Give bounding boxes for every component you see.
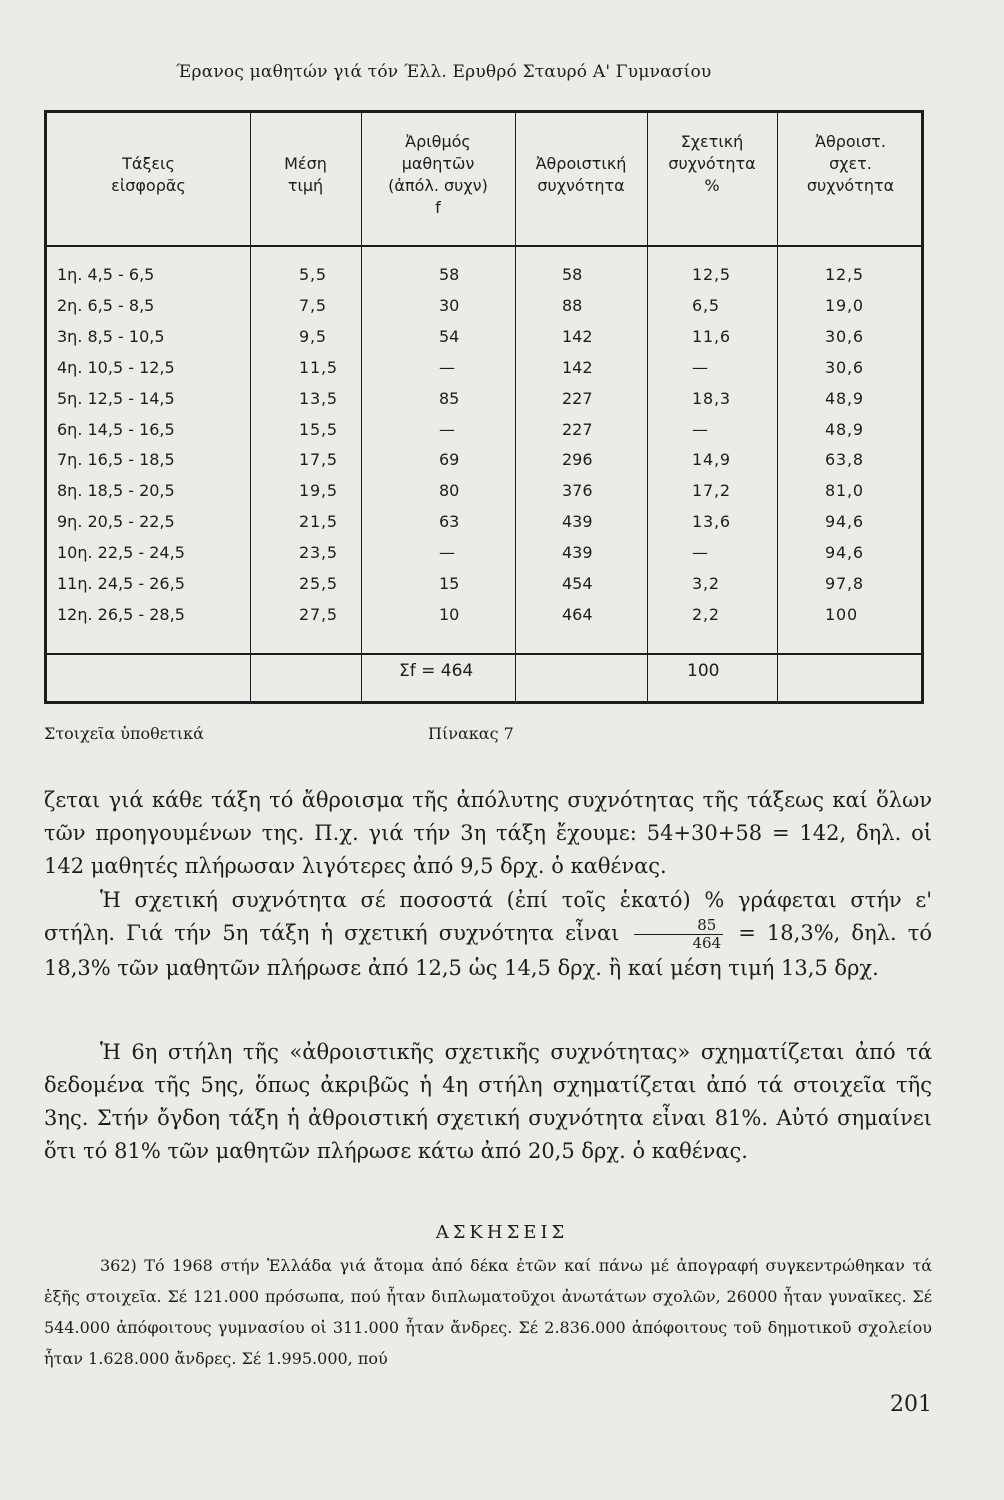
cell-rel: 14,9 xyxy=(692,450,731,470)
cell-cls: 8η. 18,5 - 20,5 xyxy=(57,481,175,501)
cell-f: — xyxy=(439,543,455,563)
cell-crel: 19,0 xyxy=(825,295,864,315)
table-row xyxy=(47,481,921,512)
cell-rel: 3,2 xyxy=(692,574,720,593)
cell-cls: 3η. 8,5 - 10,5 xyxy=(57,326,165,346)
cell-f: — xyxy=(439,419,455,439)
table-row xyxy=(47,574,921,605)
cell-f: — xyxy=(439,357,455,377)
page-title: Έρανος μαθητών γιά τόν Έλλ. Ερυθρό Σταυρό Α' Γυμνασίου xyxy=(176,62,712,82)
table-row xyxy=(47,327,921,358)
cell-f: 30 xyxy=(439,295,460,315)
paragraph-1: ζεται γιά κάθε τάξη τό ἄθροισμα τῆς ἀπόλυτης συχνότητας τῆς τάξεως καί ὅλων τῶν προηγουμένων της. Π.χ. γιά τήν 3η τάξη ἔχουμε: 54+30+58 = 142, δηλ. οἱ 142 μαθητές πλήρωσαν λιγότερες ἀπό 9,5 δρχ. ὁ καθένας. xyxy=(44,788,932,878)
cell-f: 58 xyxy=(439,265,460,284)
cell-mean: 25,5 xyxy=(299,574,338,593)
cell-cls: 9η. 20,5 - 22,5 xyxy=(57,512,175,532)
header-classes: Τάξεις εἰσφορᾶς xyxy=(111,154,186,195)
cell-cum: 439 xyxy=(562,512,593,532)
cell-mean: 21,5 xyxy=(299,512,338,532)
cell-rel: — xyxy=(692,419,709,439)
cell-rel: 2,2 xyxy=(692,604,720,624)
header-mean: Μέση τιμή xyxy=(284,154,327,195)
exercise-362 xyxy=(44,1250,932,1374)
exercise-text: 362) Τό 1968 στήν Ἑλλάδα γιά ἄτομα ἀπό δέκα ἐτῶν καί πάνω μέ ἀπογραφή συγκεντρώθηκαν τά ἑξῆς στοιχεῖα. Σέ 121.000 πρόσωπα, πού ἦταν διπλωματοῦχοι ἀνωτάτων σχολῶν, 26000 ἦταν γυναῖκες. Σέ 544.000 ἀπόφοιτους γυμνασίου οἱ 311.000 ἦταν ἄνδρες. Σέ 2.836.000 ἀπόφοιτους τοῦ δημοτικοῦ σχολείου ἦταν 1.628.000 ἄνδρες. Σέ 1.995.000, πού xyxy=(44,1256,932,1368)
cell-mean: 15,5 xyxy=(299,419,338,439)
cell-rel: — xyxy=(692,357,709,377)
cell-mean: 27,5 xyxy=(299,604,338,624)
cell-cls: 11η. 24,5 - 26,5 xyxy=(57,574,185,593)
cell-cum: 464 xyxy=(562,604,593,624)
paragraph-2-end: = 18,3%, δηλ. τό 18,3% τῶν μαθητῶν πλήρωσε ἀπό 12,5 ὡς 14,5 δρχ. ἢ καί μέση τιμή 13,5 δρχ. xyxy=(44,921,932,980)
cell-rel: 18,3 xyxy=(692,388,731,408)
cell-crel: 12,5 xyxy=(825,265,864,284)
cell-rel: 13,6 xyxy=(692,512,731,532)
cell-mean: 7,5 xyxy=(299,295,327,315)
cell-mean: 11,5 xyxy=(299,357,338,377)
cell-cls: 10η. 22,5 - 24,5 xyxy=(57,543,185,563)
header-relative: Σχετική συχνότητα % xyxy=(668,132,756,195)
table-row xyxy=(47,389,921,420)
exercises-heading: ΑΣΚΗΣΕΙΣ xyxy=(435,1222,569,1243)
cell-mean: 9,5 xyxy=(299,326,327,346)
cell-mean: 5,5 xyxy=(299,265,327,284)
cell-cum: 227 xyxy=(562,419,593,439)
cell-cls: 12η. 26,5 - 28,5 xyxy=(57,604,185,624)
cell-f: 15 xyxy=(439,574,460,593)
caption-table-number: Πίνακας 7 xyxy=(428,724,514,743)
cell-crel: 30,6 xyxy=(825,357,864,377)
cell-cls: 6η. 14,5 - 16,5 xyxy=(57,419,175,439)
cell-cum: 58 xyxy=(562,265,583,284)
cell-crel: 48,9 xyxy=(825,419,864,439)
cell-mean: 19,5 xyxy=(299,481,338,501)
page-number: 201 xyxy=(890,1392,932,1417)
header-cumulative-relative: Ἀθροιστ. σχετ. συχνότητα xyxy=(806,132,895,195)
cell-rel: 11,6 xyxy=(692,326,731,346)
cell-f: 54 xyxy=(439,326,460,346)
cell-rel: 17,2 xyxy=(692,481,731,501)
header-cumulative: Ἀθροιστική συχνότητα xyxy=(535,154,627,195)
cell-mean: 17,5 xyxy=(299,450,338,470)
cell-rel: 12,5 xyxy=(692,265,731,284)
cell-rel: — xyxy=(692,543,709,563)
cell-cls: 2η. 6,5 - 8,5 xyxy=(57,295,155,315)
cell-cum: 296 xyxy=(562,450,593,470)
cell-cls: 5η. 12,5 - 14,5 xyxy=(57,388,175,408)
cell-crel: 81,0 xyxy=(825,481,864,501)
cell-crel: 63,8 xyxy=(825,450,864,470)
cell-rel: 6,5 xyxy=(692,295,720,315)
cell-f: 85 xyxy=(439,388,460,408)
table-row xyxy=(47,450,921,481)
fraction-denominator: 464 xyxy=(692,934,722,952)
cell-cum: 454 xyxy=(562,574,593,593)
cell-crel: 94,6 xyxy=(825,512,864,532)
paragraph-2-start: Ἡ σχετική συχνότητα σέ ποσοστά (ἐπί τοῖς ἑκατό) % γράφεται στήν ε' στήλη. Γιά τήν 5η τάξη ἡ σχετική συχνότητα εἶναι xyxy=(44,888,932,945)
table-row xyxy=(47,265,921,296)
cell-crel: 94,6 xyxy=(825,543,864,563)
cell-crel: 48,9 xyxy=(825,388,864,408)
table-row xyxy=(47,605,921,636)
cell-cum: 88 xyxy=(562,295,583,315)
header-divider xyxy=(47,245,921,247)
cell-f: 69 xyxy=(439,450,460,470)
table-row xyxy=(47,543,921,574)
fraction-numerator: 85 xyxy=(634,917,723,935)
total-relative: 100 xyxy=(687,661,720,681)
cell-f: 63 xyxy=(439,512,460,532)
header-frequency: Ἀριθμός μαθητῶν (ἀπόλ. συχν) f xyxy=(388,132,488,217)
table-row xyxy=(47,358,921,389)
cell-crel: 30,6 xyxy=(825,326,864,346)
table-row xyxy=(47,420,921,451)
cell-mean: 13,5 xyxy=(299,388,338,408)
cell-cls: 1η. 4,5 - 6,5 xyxy=(57,265,155,284)
total-frequency: Σf = 464 xyxy=(399,661,474,681)
cell-cum: 439 xyxy=(562,543,593,563)
table-row xyxy=(47,296,921,327)
cell-cum: 376 xyxy=(562,481,593,501)
table-row xyxy=(47,512,921,543)
cell-cum: 227 xyxy=(562,388,593,408)
paragraph-3: Ἡ 6η στήλη τῆς «ἀθροιστικῆς σχετικῆς συχνότητας» σχηματίζεται ἀπό τά δεδομένα τῆς 5ης, ὅπως ἀκριβῶς ἡ 4η στήλη σχηματίζεται ἀπό τά στοιχεῖα τῆς 3ης. Στήν ὄγδοη τάξη ἡ ἀθροιστική σχετική συχνότητα εἶναι 81%. Αὐτό σημαίνει ὅτι τό 81% τῶν μαθητῶν πλήρωσε κάτω ἀπό 20,5 δρχ. ὁ καθένας. xyxy=(44,1040,932,1163)
caption-source: Στοιχεῖα ὑποθετικά xyxy=(44,724,204,743)
footer-divider xyxy=(47,653,921,655)
paragraph-2 xyxy=(44,884,932,985)
cell-f: 10 xyxy=(439,604,460,624)
cell-crel: 97,8 xyxy=(825,574,864,593)
cell-cls: 4η. 10,5 - 12,5 xyxy=(57,357,175,377)
cell-crel: 100 xyxy=(825,604,858,624)
cell-cum: 142 xyxy=(562,357,593,377)
cell-cls: 7η. 16,5 - 18,5 xyxy=(57,450,175,470)
cell-cum: 142 xyxy=(562,326,593,346)
fraction xyxy=(634,917,723,952)
cell-f: 80 xyxy=(439,481,460,501)
cell-mean: 23,5 xyxy=(299,543,338,563)
frequency-table xyxy=(44,110,924,704)
